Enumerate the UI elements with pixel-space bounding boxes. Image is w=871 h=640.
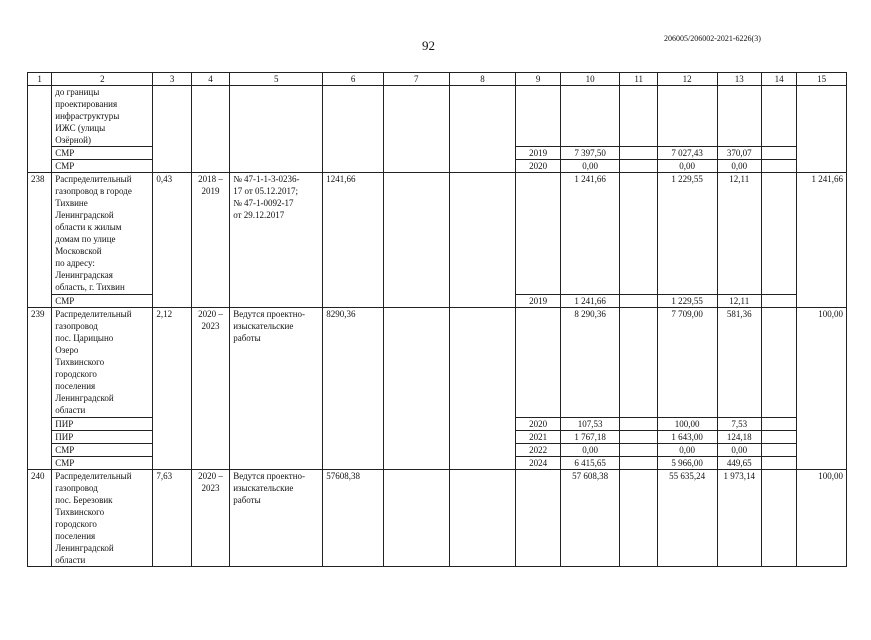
value-cell: 0,00 — [657, 444, 717, 457]
column-number-row — [28, 73, 847, 86]
year-cell: 2019 — [516, 295, 560, 308]
work-type: ПИР — [52, 431, 153, 444]
documents-cell: № 47-1-1-3-0236- 17 от 05.12.2017; № 47-1-0092-17 от 29.12.2017 — [230, 173, 323, 308]
value-cell: 5 966,00 — [657, 457, 717, 470]
column-header: 2 — [52, 73, 153, 86]
column-header: 8 — [449, 73, 516, 86]
year-cell: 2024 — [516, 457, 560, 470]
value-cell: 1 973,14 — [717, 470, 761, 567]
table-row — [28, 470, 847, 567]
work-type: СМР — [52, 147, 153, 160]
work-type: ПИР — [52, 418, 153, 431]
cost-cell: 1241,66 — [323, 173, 384, 308]
column-header: 14 — [761, 73, 796, 86]
period-cell: 2018 – 2019 — [191, 173, 229, 308]
value-cell: 1 229,55 — [657, 173, 717, 295]
year-cell: 2022 — [516, 444, 560, 457]
value-cell: 449,65 — [717, 457, 761, 470]
data-table — [27, 72, 847, 567]
row-number: 238 — [28, 173, 52, 308]
value-cell: 8 290,36 — [560, 308, 620, 418]
value-cell: 100,00 — [797, 470, 847, 567]
column-header: 15 — [797, 73, 847, 86]
value-cell: 7,53 — [717, 418, 761, 431]
column-header: 1 — [28, 73, 52, 86]
value-cell: 0,00 — [560, 444, 620, 457]
value-cell: 0,00 — [657, 160, 717, 173]
value-cell: 0,00 — [717, 444, 761, 457]
year-cell: 2021 — [516, 431, 560, 444]
work-type: СМР — [52, 160, 153, 173]
value-cell: 7 709,00 — [657, 308, 717, 418]
value-cell: 1 241,66 — [797, 173, 847, 308]
value-cell: 581,36 — [717, 308, 761, 418]
table-row — [28, 86, 847, 147]
value-cell: 0,00 — [717, 160, 761, 173]
value-cell: 1 643,00 — [657, 431, 717, 444]
value-cell: 12,11 — [717, 173, 761, 295]
row-number: 239 — [28, 308, 52, 470]
value-cell: 1 241,66 — [560, 173, 620, 295]
column-header: 5 — [230, 73, 323, 86]
column-header: 3 — [153, 73, 191, 86]
value-cell: 12,11 — [717, 295, 761, 308]
column-header: 12 — [657, 73, 717, 86]
value-cell: 57 608,38 — [560, 470, 620, 567]
value-cell: 107,53 — [560, 418, 620, 431]
row-number: 240 — [28, 470, 52, 567]
column-header: 6 — [323, 73, 384, 86]
year-cell: 2020 — [516, 418, 560, 431]
work-type: СМР — [52, 457, 153, 470]
length-cell: 2,12 — [153, 308, 191, 470]
object-name: Распределительный газопровод пос. Березовик Тихвинского городского поселения Ленинградской области — [52, 470, 153, 567]
value-cell: 1 229,55 — [657, 295, 717, 308]
column-header: 7 — [383, 73, 449, 86]
column-header: 9 — [516, 73, 560, 86]
value-cell: 370,07 — [717, 147, 761, 160]
value-cell: 0,00 — [560, 160, 620, 173]
table-row — [28, 173, 847, 295]
object-name: Распределительный газопровод в городе Тихвине Ленинградской области к жилым домам по улице Московской по адресу: Ленинградская область, г. Тихвин — [52, 173, 153, 295]
length-cell: 0,43 — [153, 173, 191, 308]
length-cell: 7,63 — [153, 470, 191, 567]
value-cell: 7 027,43 — [657, 147, 717, 160]
documents-cell: Ведутся проектно- изыскательские работы — [230, 308, 323, 470]
work-type: СМР — [52, 295, 153, 308]
value-cell: 6 415,65 — [560, 457, 620, 470]
document-code: 206005/206002-2021-6226(3) — [664, 34, 761, 43]
value-cell: 7 397,50 — [560, 147, 620, 160]
value-cell: 55 635,24 — [657, 470, 717, 567]
cost-cell: 8290,36 — [323, 308, 384, 470]
page-number: 92 — [422, 38, 435, 53]
documents-cell: Ведутся проектно- изыскательские работы — [230, 470, 323, 567]
column-header: 10 — [560, 73, 620, 86]
value-cell: 1 241,66 — [560, 295, 620, 308]
column-header: 4 — [191, 73, 229, 86]
object-name: до границы проектирования инфраструктуры ИЖС (улицы Озёрной) — [52, 86, 153, 147]
value-cell: 1 767,18 — [560, 431, 620, 444]
table-row — [28, 308, 847, 418]
work-type: СМР — [52, 444, 153, 457]
column-header: 13 — [717, 73, 761, 86]
period-cell: 2020 – 2023 — [191, 308, 229, 470]
value-cell: 100,00 — [657, 418, 717, 431]
value-cell: 124,18 — [717, 431, 761, 444]
column-header: 11 — [620, 73, 657, 86]
period-cell: 2020 – 2023 — [191, 470, 229, 567]
object-name: Распределительный газопровод пос. Царицыно Озеро Тихвинского городского поселения Ленинградской области — [52, 308, 153, 418]
cost-cell: 57608,38 — [323, 470, 384, 567]
year-cell: 2019 — [516, 147, 560, 160]
year-cell: 2020 — [516, 160, 560, 173]
value-cell: 100,00 — [797, 308, 847, 470]
